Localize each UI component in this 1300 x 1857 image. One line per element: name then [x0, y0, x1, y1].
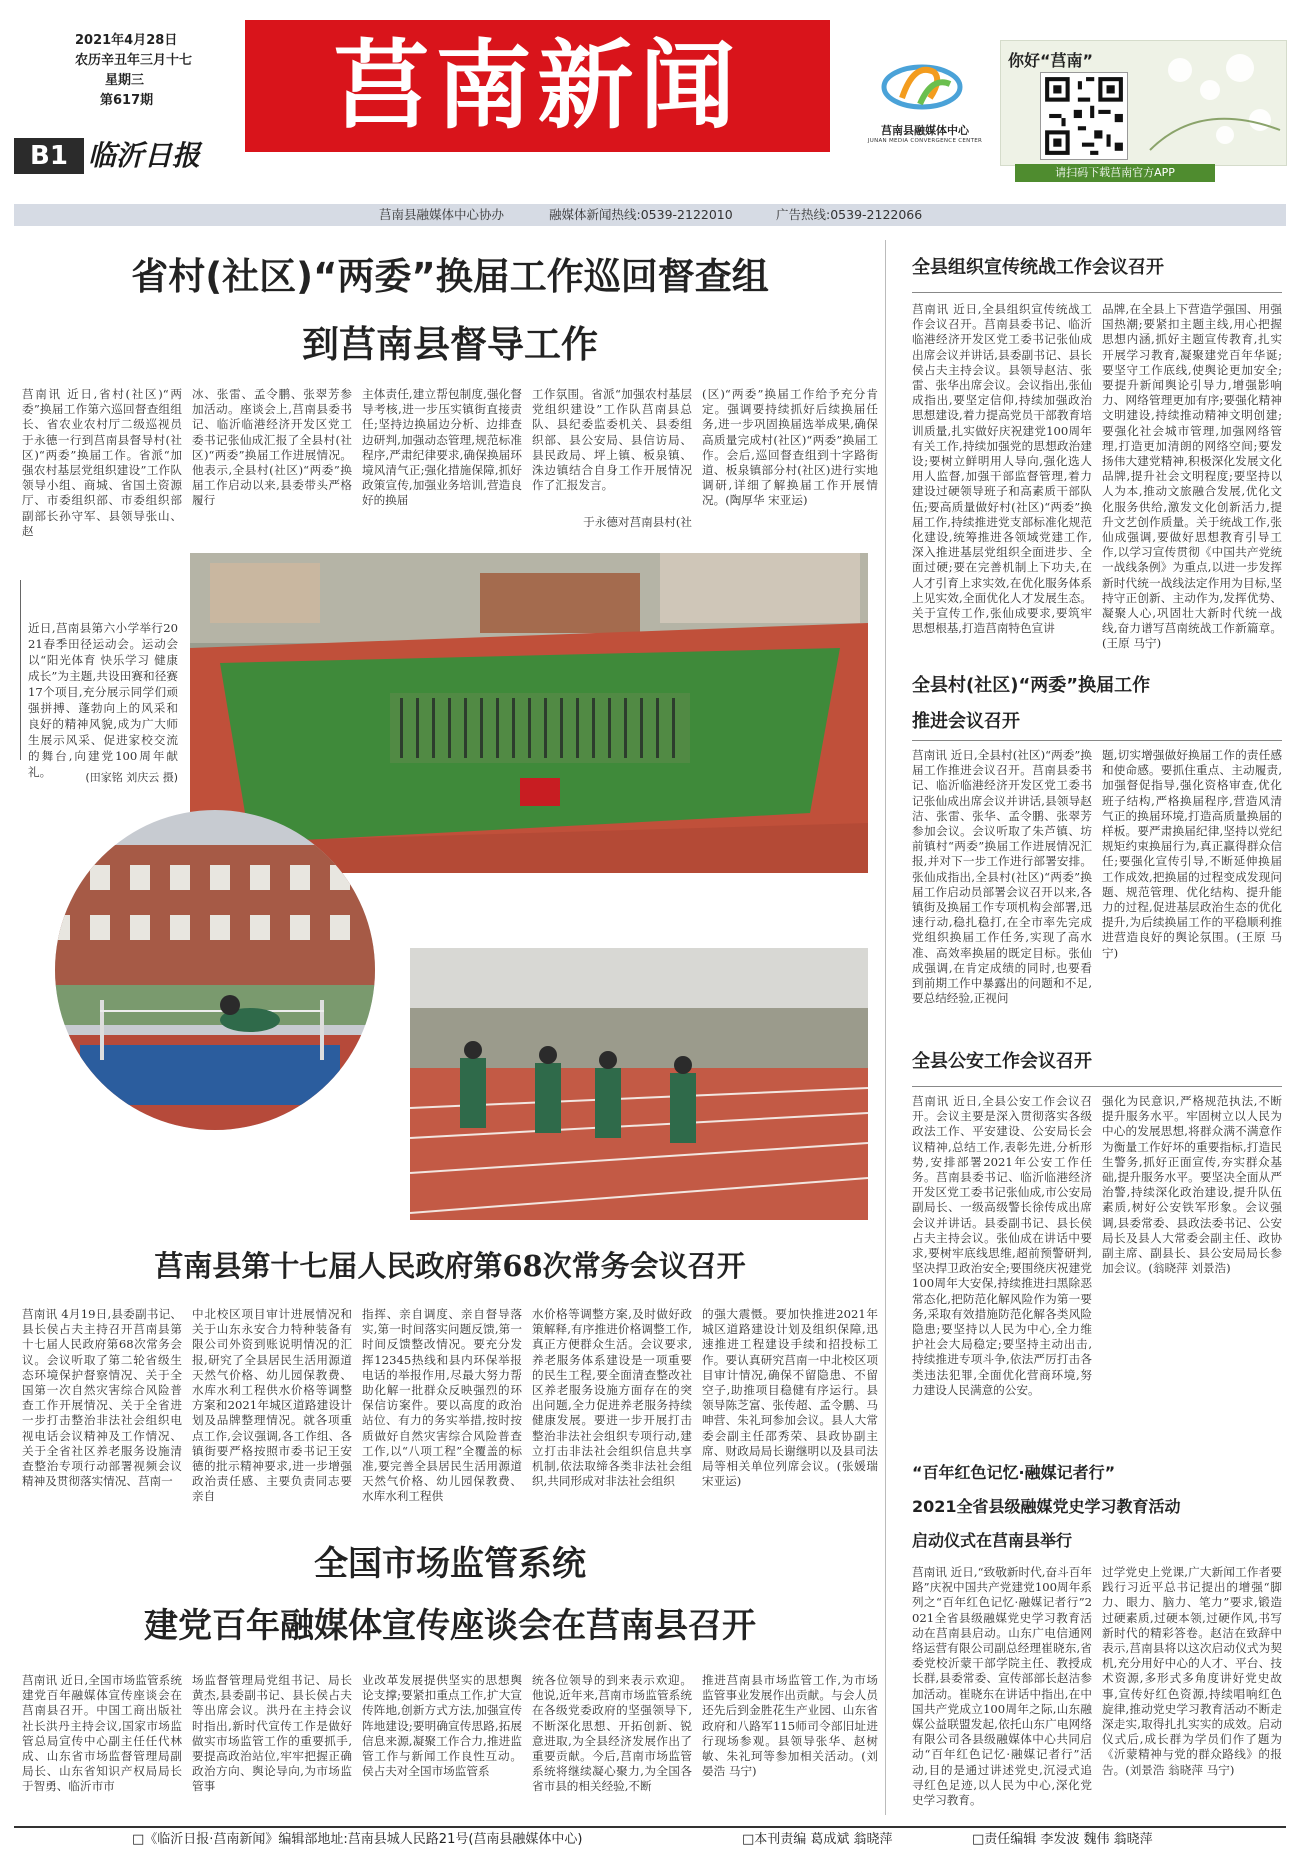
running-race-photo: [410, 948, 868, 1220]
state-council-headline: 莒南县第十七届人民政府第68次常务会议召开: [154, 1249, 746, 1283]
police-col-1: 莒南讯 近日,全县公安工作会议召开。会议主要是深入贯彻落实各级政法工作、平安建设、公安局长会议精神,总结工作,表彰先进,分析形势,安排部署2021年公安工作任务。莒南县委书记、临沂临港经济开发区党工委书记张仙成,市公安局副局长、一级高级警长徐传成出席会议并讲话。县委副书记、县长侯占夫主持会议。张仙成在讲话中要求,要树牢底线思维,超前预警研判,坚决捍卫政治安全;要围绕庆祝建党100周年大安保,持续推进扫黑除恶常态化,把防范化解风险作为第一要务,采取有效措施防范化解各类风险隐患;要坚持以人民为中心,全力维护社会大局稳定;要坚持主动出击,持续推进专项斗争,依法严厉打击各类违法犯罪,全面优化营商环境,努力建设人民满意的公安。: [912, 1094, 1092, 1397]
footer-editorial-address: □《临沂日报·莒南新闻》编辑部地址:莒南县城人民路21号(莒南县融媒体中心): [132, 1832, 583, 1847]
cohost-text: 莒南县融媒体中心协办: [379, 207, 505, 222]
inspection-headline-line1: 省村(社区)“两委”换届工作巡回督查组: [131, 255, 769, 298]
qr-greeting: 你好“莒南”: [1008, 51, 1094, 70]
market-col-4: 统各位领导的到来表示欢迎。他说,近年来,莒南市场监管系统在各级党委政府的坚强领导下,不断深化思想、开拓创新、锐意进取,为全县经济发展作出了重要贡献。今后,莒南市场监管系统将继续凝心聚力,为全国各省市县的相关经验,不断: [532, 1673, 692, 1794]
paper-name: 临沂日报: [88, 139, 201, 172]
organization-headline: 全县组织宣传统战工作会议召开: [912, 257, 1164, 278]
state-council-col-5: 的强大震慑。要加快推进2021年城区道路建设计划及组织保障,迅速推进工程建设手续和招投标工作。要认真研究莒南一中北校区项目审计情况,确保不留隐患、不留空子,助推项目稳健有序运行。县领导陈芝富、张传超、孟令鹏、马呻营、朱礼珂参加会议。县人大常委会副主任邵秀荣、县政协副主席、财政局局长谢继明以及县司法局等相关单位列席会议。(张媛瑞 宋亚运): [702, 1307, 878, 1489]
photo-caption: 近日,莒南县第六小学举行2021春季田径运动会。运动会以“阳光体育 快乐学习 健康成长”为主题,共设田赛和径赛17个项目,充分展示同学们顽强拼搏、蓬勃向上的风采和良好的精神风貌,成为广大师生展示风采、促进家校交流的舞台,向建党100周年献礼。: [28, 621, 178, 779]
red-memory-col-2: 过学党史上党课,广大新闻工作者要践行习近平总书记提出的增强“脚力、眼力、脑力、笔力”要求,锻造过硬素质,过硬本领,过硬作风,书写新时代的精彩答卷。赵洁在致辞中表示,莒南县将以这次启动仪式为契机,充分用好中心的人才、平台、技术资源,多形式多角度讲好党史故事,宣传好红色资源,持续唱响红色旋律,推动党史学习教育活动不断走深走实,取得扎扎实实的成效。启动仪式后,成长群为学员们作了题为《沂蒙精神与党的群众路线》的报告。(刘景浩 翁晓萍 马宁): [1102, 1565, 1282, 1777]
qr-code-icon[interactable]: [1040, 72, 1128, 160]
media-center-logo-icon: [880, 54, 964, 120]
market-col-3: 业改革发展提供坚实的思想舆论支撑;要紧扣重点工作,扩大宣传阵地,创新方式方法,加强宣传阵地建设;要明确宣传思路,拓展信息来源,凝聚工作合力,推进监管工作与新闻工作良性互动。侯占夫对全国市场监管系: [362, 1673, 522, 1779]
section-badge: B1: [14, 138, 84, 174]
village-col-1: 莒南讯 近日,全县村(社区)“两委”换届工作推进会议召开。莒南县委书记、临沂临港经济开发区党工委书记张仙成出席会议并讲话,县领导赵洁、张雷、张华、孟令鹏、张翠芳参加会议。会议听取了朱芦镇、坊前镇村“两委”换届工作进展情况汇报,并对下一步工作进行部署安排。张仙成指出,全县村(社区)“两委”换届工作启动员部署会议召开以来,各镇街及换届工作专项机构会部署,迅速行动,稳扎稳打,在全市率先完成党组织换届工作任务,实现了高水准、高效率换届的既定目标。张仙成强调,在肯定成绩的同时,也要看到前期工作中暴露出的问题和不足,要总结经验,正视问: [912, 748, 1092, 1006]
inspection-col-4: 工作氛围。省派“加强农村基层党组织建设”工作队莒南县总队、县纪委监委机关、县委组织部、县公安局、县信访局、县民政局、坪上镇、板泉镇、洙边镇结合自身工作开展情况作了汇报发言。: [532, 387, 692, 493]
market-headline-line2: 建党百年融媒体宣传座谈会在莒南县召开: [144, 1606, 756, 1646]
organization-col-1: 莒南讯 近日,全县组织宣传统战工作会议召开。莒南县委书记、临沂临港经济开发区党工委书记张仙成出席会议并讲话,县委副书记、县长侯占夫主持会议。县领导赵洁、张雷、张华出席会议。会议指出,张仙成指出,要坚定信仰,持续加强政治思想建设,着力提高党员干部教育培训质量,扎实做好庆祝建党100周年有关工作,持续加强党的思想政治建设;要树立鲜明用人导向,强化选人用人监督,加强干部监督管理,着力建设过硬领导班子和高素质干部队伍;要高质量做好村(社区)“两委”换届工作,持续推进党支部标准化规范化建设,统筹推进各领域党建工作,深入推进基层党组织全面进步、全面过硬;要在完善机制上下功夫,在人才引育上求实效,在优化服务体系上见实效,全面优化人才发展生态。关于宣传工作,张仙成要求,要筑牢思想根基,打造莒南特色宣讲: [912, 302, 1092, 636]
issue-number: 第617期: [100, 93, 154, 108]
police-col-2: 强化为民意识,严格规范执法,不断提升服务水平。牢固树立以人民为中心的发展思想,将群众满不满意作为衡量工作好坏的重要指标,打造民生警务,抓好正面宣传,夯实群众基础,提升服务水平。要坚决全面从严治警,持续深化政治建设,提升队伍素质,树好公安铁军形象。会议强调,县委常委、县政法委书记、公安局长及县人大常委会副主任、政协副主席、副县长、县公安局局长参加会议。(翁晓萍 刘景浩): [1102, 1094, 1282, 1276]
state-council-col-4: 水价格等调整方案,及时做好政策解释,有序推进价格调整工作,真正方便群众生活。会议要求,养老服务体系建设是一项重要的民生工程,要全面清查整改社区养老服务设施方面存在的突出问题,全力促进养老服务持续健康发展。要进一步开展打击整治非法社会组织专项行动,建立打击非法社会组织信息共享机制,依法取缔各类非法社会组织,共同形成对非法社会组织: [532, 1307, 692, 1489]
police-headline: 全县公安工作会议召开: [912, 1051, 1092, 1072]
column-divider: [885, 240, 886, 1815]
caption-bracket-line: [20, 580, 21, 760]
market-col-5: 推进莒南县市场监管工作,为市场监管事业发展作出贡献。与会人员还先后到金胜花生产业园、山东省政府和八路军115师司令部旧址进行现场参观。县领导张华、赵树敏、朱礼珂等参加相关活动。(刘晏浩 马宁): [702, 1673, 878, 1779]
media-center-name-en: JUNAN MEDIA CONVERGENCE CENTER: [867, 138, 983, 144]
red-memory-headline-line3: 启动仪式在莒南县举行: [912, 1531, 1073, 1550]
footer-duty-editor: □本刊责编 葛成斌 翁晓萍: [742, 1832, 893, 1847]
market-col-1: 莒南讯 近日,全国市场监管系统建党百年融媒体宣传座谈会在莒南县召开。中国工商出版社社长洪丹主持会议,国家市场监管总局宣传中心副主任任代林成、山东省市场监督管理局副局长、山东省知识产权局局长于智勇、临沂市市: [22, 1673, 182, 1794]
photo-credit: (田家铭 刘庆云 摄): [85, 771, 178, 784]
lunar-date: 农历辛丑年三月十七: [75, 53, 193, 68]
state-council-col-1: 莒南讯 4月19日,县委副书记、县长侯占夫主持召开莒南县第十七届人民政府第68次常务会议。会议听取了第二轮省级生态环境保护督察情况、关于全国第一次自然灾害综合风险普查工作开展情况、关于全省进一步打击整治非法社会组织电视电话会议精神及工作情况、关于全省社区养老服务设施清查整治专项行动部署视频会议精神及贯彻落实情况、莒南一: [22, 1307, 182, 1489]
red-memory-headline-line2: 2021全省县级融媒党史学习教育活动: [912, 1497, 1181, 1516]
ad-hotline: 广告热线:0539-2122066: [776, 207, 923, 222]
red-memory-headline-line1: “百年红色记忆·融媒记者行”: [912, 1463, 1116, 1482]
state-council-col-2: 中北校区项目审计进展情况和关于山东永安合力特种装备有限公司外资到账说明情况的汇报,研究了全县居民生活用源道天然气价格、幼儿园保教费、水库水利工程供水价格等调整方案和2021年城区道路建设计划及品牌整理情况。就各项重点工作,会议强调,各工作组、各镇街要严格按照市委书记王安德的批示精神要求,进一步增强政治责任感、主要负责同志要亲自: [192, 1307, 352, 1504]
inspection-headline-line2: 到莒南县督导工作: [302, 323, 598, 366]
inspection-col-1: 莒南讯 近日,省村(社区)“两委”换届工作第六巡回督查组组长、省农业农村厅二级巡视员于永德一行到莒南县督导村(社区)“两委”换届工作。省派“加强农村基层党组织建设”工作队领导小组、商城、省国土资源厅、市委组织部、市委组织部副部长孙守军、县领导张山、赵: [22, 387, 182, 538]
inspection-col-5: (区)“两委”换届工作给予充分肯定。强调要持续抓好后续换届任务,进一步巩固换届选举成果,确保高质量完成村(社区)“两委”换届工作。会后,巡回督查组到十字路街道、板泉镇部分村(社区)进行实地调研,详细了解换届工作开展情况。(陶厚华 宋亚运): [702, 387, 878, 508]
village-underline: [912, 740, 1282, 741]
organization-underline: [912, 292, 1282, 293]
issue-date: 2021年4月28日: [75, 33, 178, 48]
high-jump-photo: [20, 805, 410, 1135]
qr-caption: 请扫码下载莒南官方APP: [1015, 164, 1215, 182]
market-col-2: 场监督管理局党组书记、局长黄杰,县委副书记、县长侯占夫等出席会议。洪丹在主持会议时指出,新时代宣传工作是做好做实市场监管工作的重要抓手,要提高政治站位,牢牢把握正确政治方向、舆论导向,为市场监管事: [192, 1673, 352, 1794]
village-headline-line1: 全县村(社区)“两委”换届工作: [912, 675, 1151, 696]
media-center-name: 莒南县融媒体中心: [881, 124, 969, 137]
inspection-col-2: 冰、张雷、孟令鹏、张翠芳参加活动。座谈会上,莒南县委书记、临沂临港经济开发区党工委书记张仙成汇报了全县村(社区)“两委”换届工作进展情况。他表示,全县村(社区)“两委”换届工作启动以来,县委带头严格履行: [192, 387, 352, 508]
police-underline: [912, 1086, 1282, 1087]
village-headline-line2: 推进会议召开: [912, 711, 1020, 732]
masthead-title: 莒南新闻: [245, 20, 830, 152]
village-col-2: 题,切实增强做好换届工作的责任感和使命感。要抓住重点、主动履责,加强督促指导,强化资格审查,优化班子结构,严格换届程序,营造风清气正的换届环境,打造高质量换届的样板。要严肃换届纪律,坚持以党纪规矩约束换届行为,真正赢得群众信任;要强化宣传引导,不断延伸换届工作成效,把换届的过程变成发现问题、规范管理、优化结构、提升能力的过程,促进基层政治生态的优化提升,为后续换届工作的平稳顺利推进营造良好的舆论氛围。(王原 马宁): [1102, 748, 1282, 960]
page-footer: [14, 1826, 1286, 1850]
market-headline-line1: 全国市场监管系统: [314, 1544, 586, 1584]
weekday: 星期三: [105, 73, 145, 88]
footer-editor: □责任编辑 李发波 魏伟 翁晓萍: [972, 1832, 1153, 1847]
state-council-col-3: 指挥、亲自调度、亲自督导落实,第一时间落实问题反馈,第一时间反馈整改情况。要充分发挥12345热线和县内环保举报电话的举报作用,尽最大努力帮助化解一批群众反映强烈的环保信访案件。要以高度的政治站位、有力的务实举措,按时按质做好自然灾害综合风险普查工作,以“八项工程”全覆盖的标准,要完善全县居民生活用源道天然气价格、幼儿园保教费、水库水利工程供: [362, 1307, 522, 1504]
red-memory-col-1: 莒南讯 近日,“致敬新时代,奋斗百年路”庆祝中国共产党建党100周年系列之“百年红色记忆·融媒记者行”2021全省县级融媒党史学习教育活动在莒南县启动。山东广电信通网络运营有限公司副总经理崔晓东,省委党校沂蒙干部学院主任、教授成长群,县委常委、宣传部部长赵洁参加活动。崔晓东在讲话中指出,在中国共产党成立100周年之际,山东融媒公益联盟发起,依托山东广电网络有限公司各县级融媒体中心共同启动“百年红色记忆·融媒记者行”活动,目的是通过讲述党史,沉浸式追寻红色足迹,以人民为中心,深化党史学习教育。: [912, 1565, 1092, 1808]
organization-col-2: 品牌,在全县上下营造学强国、用强国热潮;要紧扣主题主线,用心把握思想内涵,抓好主题宣传教育,扎实开展学习教育,凝聚建党百年华诞;要坚守工作底线,使舆论更加安全;要提升新闻舆论引导力,增强影响力、网络管理更加有序;要强化精神文明建设,持续推动精神文明创建;要强化社会城市管理,加强网络管理,打造更加清朗的网络空间;要发扬伟大建党精神,积极深化发展文化品牌,提升社会文明程度;要坚持以人为本,推动文旅融合发展,优化文化服务供给,激发文化创新活力,提升文艺创作质量。关于统战工作,张仙成强调,要做好思想教育引导工作,以学习宣传贯彻《中国共产党统一战线条例》为重点,以进一步发挥新时代统一战线法定作用为目标,坚持守正创新、主动作为,发挥优势、凝聚人心,巩固壮大新时代统一战线,奋力谱写莒南统战工作新篇章。(王原 马宁): [1102, 302, 1282, 651]
inspection-col-3: 主体责任,建立帮包制度,强化督导考核,进一步压实镇街直接责任;坚持边换届边分析、边排查边研判,加强动态管理,规范标准程序,严肃纪律要求,确保换届环境风清气正;强化措施保障,抓好政策宣传,加强业务培训,营造良好的换届: [362, 387, 522, 508]
news-hotline: 融媒体新闻热线:0539-2122010: [549, 207, 733, 222]
inspection-col-4-tail: 于永德对莒南县村(社: [583, 515, 692, 529]
info-bar: [14, 204, 1286, 226]
